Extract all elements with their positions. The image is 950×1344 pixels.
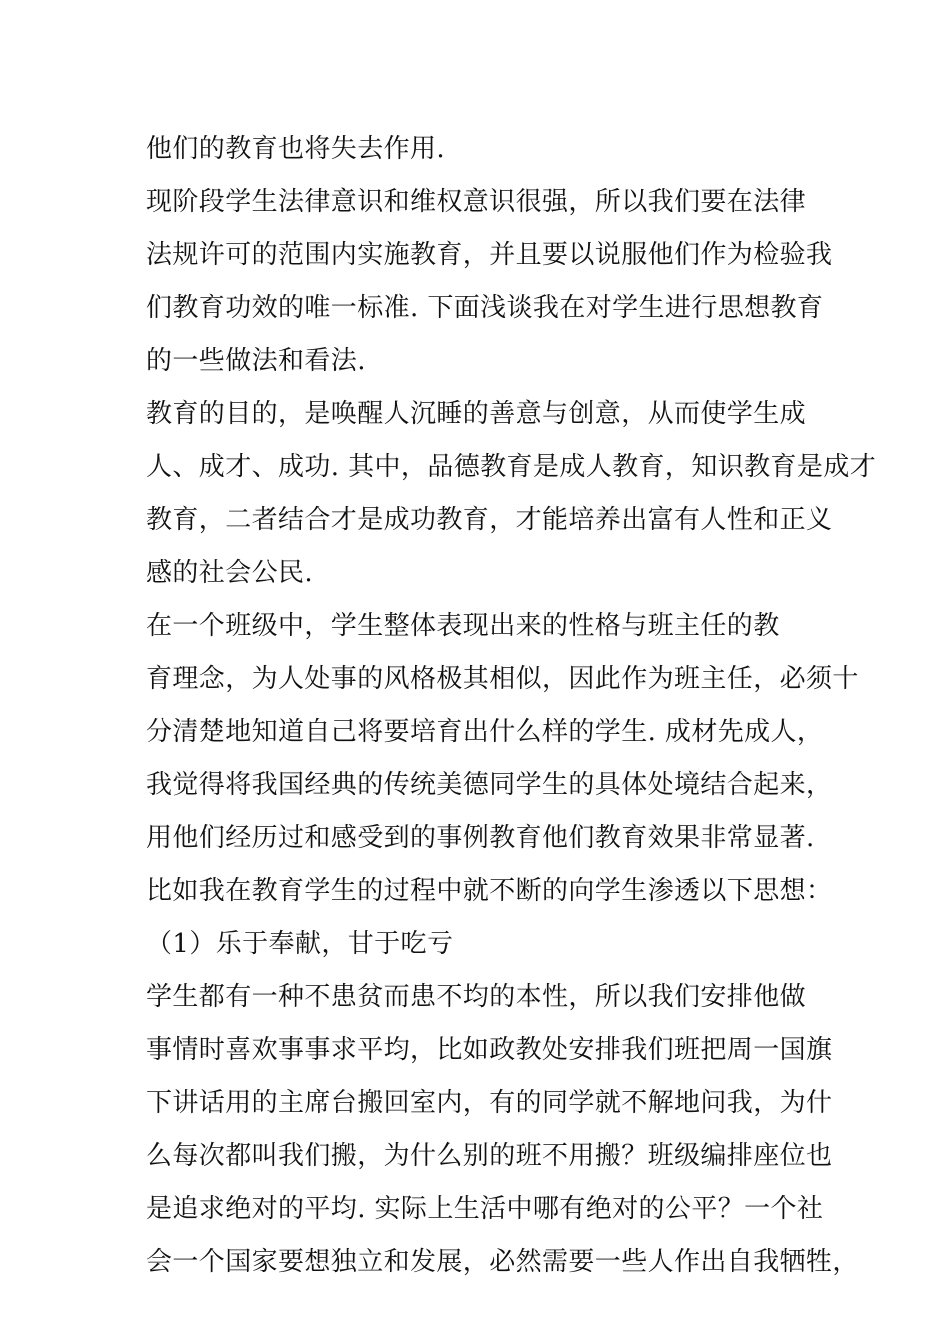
text-line: 他们的教育也将失去作用.: [146, 134, 446, 164]
text-line: 教育，二者结合才是成功教育，才能培养出富有人性和正义: [146, 505, 833, 535]
paragraph-start-line: 学生都有一种不患贫而患不均的本性，所以我们安排他做: [146, 982, 807, 1012]
text-line: 比如我在教育学生的过程中就不断的向学生渗透以下思想：: [146, 876, 833, 906]
text-line: 感的社会公民.: [146, 558, 314, 588]
text-line: 人、成才、成功. 其中，品德教育是成人教育，知识教育是成才: [146, 452, 877, 482]
text-line: 是追求绝对的平均. 实际上生活中哪有绝对的公平？一个社: [146, 1194, 824, 1224]
paragraph-start-line: 教育的目的，是唤醒人沉睡的善意与创意，从而使学生成: [146, 399, 807, 429]
text-line: 法规许可的范围内实施教育，并且要以说服他们作为检验我: [146, 240, 833, 270]
text-line: 会一个国家要想独立和发展，必然需要一些人作出自我牺牲，: [146, 1247, 859, 1277]
paragraph-start-line: 现阶段学生法律意识和维权意识很强，所以我们要在法律: [146, 187, 807, 217]
section-heading: （1）乐于奉献，甘于吃亏: [146, 929, 454, 959]
text-line: 我觉得将我国经典的传统美德同学生的具体处境结合起来，: [146, 770, 833, 800]
paragraph-start-line: 在一个班级中，学生整体表现出来的性格与班主任的教: [146, 611, 780, 641]
text-line: 用他们经历过和感受到的事例教育他们教育效果非常显著.: [146, 823, 815, 853]
text-line: 分清楚地知道自己将要培育出什么样的学生. 成材先成人，: [146, 717, 824, 747]
text-line: 事情时喜欢事事求平均，比如政教处安排我们班把周一国旗: [146, 1035, 833, 1065]
text-line: 的一些做法和看法.: [146, 346, 366, 376]
text-line: 育理念，为人处事的风格极其相似，因此作为班主任，必须十: [146, 664, 859, 694]
text-line: 么每次都叫我们搬，为什么别的班不用搬？班级编排座位也: [146, 1141, 833, 1171]
text-line: 下讲话用的主席台搬回室内，有的同学就不解地问我，为什: [146, 1088, 833, 1118]
text-line: 们教育功效的唯一标准. 下面浅谈我在对学生进行思想教育: [146, 293, 824, 323]
